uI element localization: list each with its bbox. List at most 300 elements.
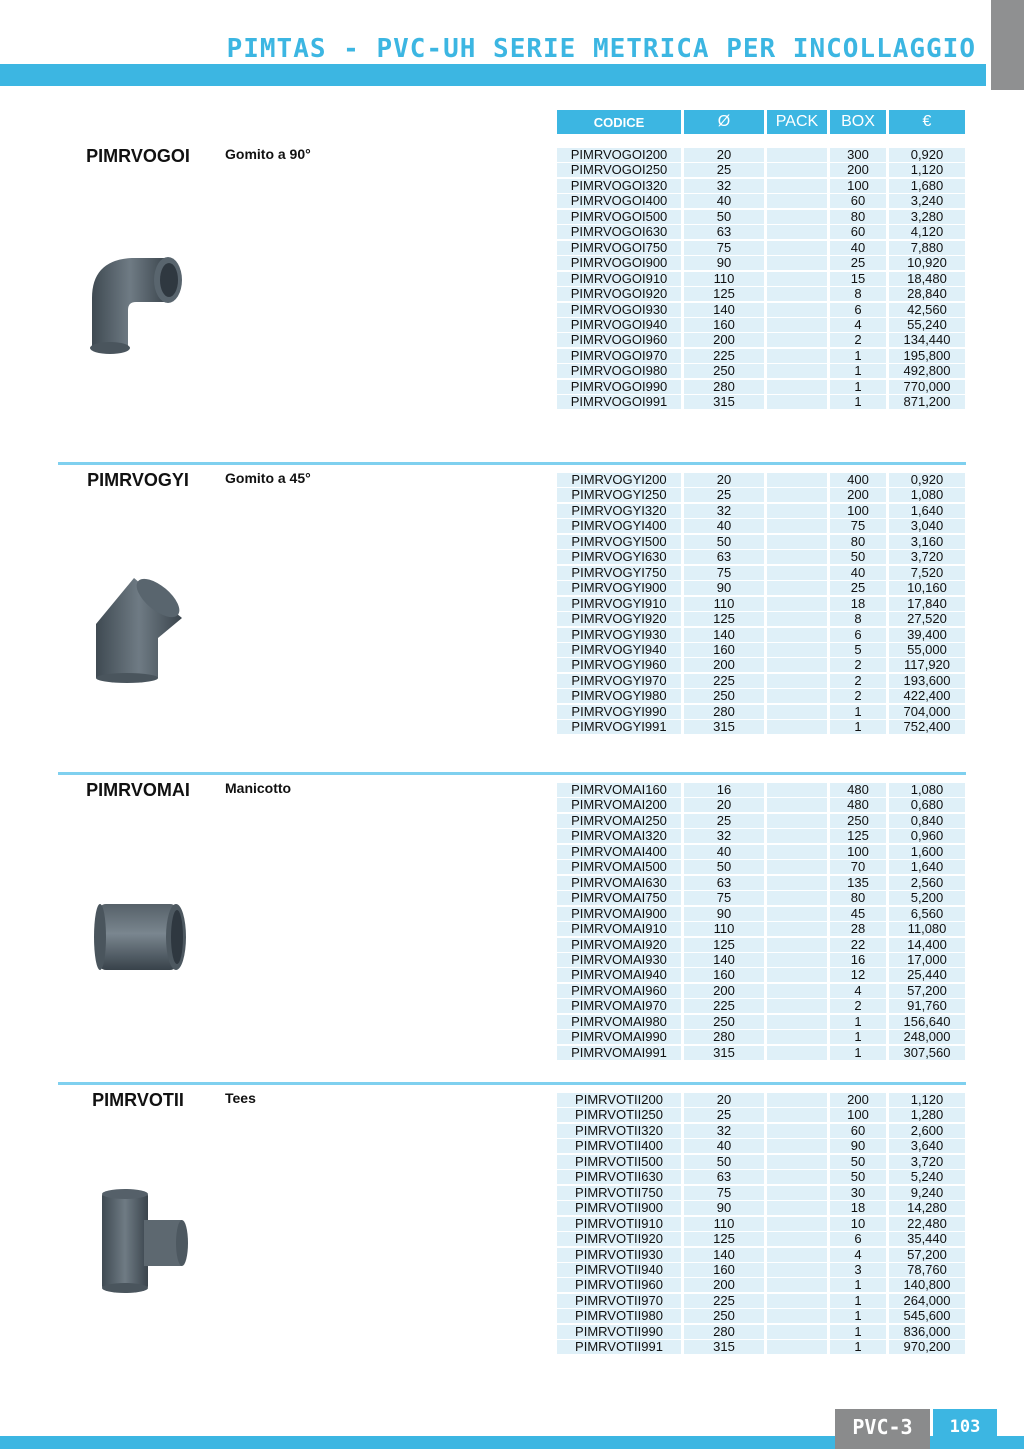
- code-cell: PIMRVOGYI920: [557, 612, 681, 626]
- code-cell: PIMRVOGYI970: [557, 674, 681, 688]
- code-cell: PIMRVOTII991: [557, 1340, 681, 1354]
- diameter-cell: 25: [684, 488, 764, 502]
- pack-cell: [767, 628, 827, 642]
- box-cell: 40: [830, 241, 886, 255]
- diameter-cell: 125: [684, 287, 764, 301]
- box-cell: 60: [830, 1124, 886, 1138]
- diameter-cell: 200: [684, 984, 764, 998]
- price-cell: 3,640: [889, 1139, 965, 1153]
- pack-cell: [767, 597, 827, 611]
- diameter-cell: 125: [684, 612, 764, 626]
- box-cell: 80: [830, 535, 886, 549]
- code-cell: PIMRVOGOI920: [557, 287, 681, 301]
- price-cell: 1,080: [889, 488, 965, 502]
- box-cell: 100: [830, 1108, 886, 1122]
- box-cell: 480: [830, 798, 886, 812]
- price-cell: 91,760: [889, 999, 965, 1013]
- diameter-cell: 250: [684, 689, 764, 703]
- code-cell: PIMRVOTII320: [557, 1124, 681, 1138]
- diameter-cell: 32: [684, 829, 764, 843]
- code-cell: PIMRVOGOI991: [557, 395, 681, 409]
- price-cell: 2,560: [889, 876, 965, 890]
- code-cell: PIMRVOTII910: [557, 1217, 681, 1231]
- diameter-cell: 63: [684, 876, 764, 890]
- code-cell: PIMRVOMAI750: [557, 891, 681, 905]
- section-divider: [58, 462, 966, 465]
- code-cell: PIMRVOMAI400: [557, 845, 681, 859]
- code-cell: PIMRVOGOI750: [557, 241, 681, 255]
- price-cell: 9,240: [889, 1186, 965, 1200]
- section-divider: [58, 1082, 966, 1085]
- code-cell: PIMRVOGOI970: [557, 349, 681, 363]
- box-cell: 1: [830, 380, 886, 394]
- code-cell: PIMRVOTII500: [557, 1155, 681, 1169]
- pack-cell: [767, 333, 827, 347]
- diameter-cell: 200: [684, 333, 764, 347]
- code-cell: PIMRVOTII750: [557, 1186, 681, 1200]
- diameter-cell: 40: [684, 519, 764, 533]
- pack-cell: [767, 1263, 827, 1277]
- price-cell: 3,160: [889, 535, 965, 549]
- box-cell: 18: [830, 597, 886, 611]
- price-cell: 2,600: [889, 1124, 965, 1138]
- price-cell: 3,240: [889, 194, 965, 208]
- price-cell: 1,600: [889, 845, 965, 859]
- diameter-cell: 16: [684, 783, 764, 797]
- diameter-cell: 75: [684, 241, 764, 255]
- box-cell: 8: [830, 287, 886, 301]
- diameter-cell: 40: [684, 845, 764, 859]
- product-description: Gomito a 45°: [225, 470, 311, 486]
- pack-cell: [767, 194, 827, 208]
- price-cell: 1,120: [889, 1093, 965, 1107]
- pack-cell: [767, 1278, 827, 1292]
- diameter-cell: 200: [684, 658, 764, 672]
- product-description: Gomito a 90°: [225, 146, 311, 162]
- price-cell: 0,960: [889, 829, 965, 843]
- corner-tab: [991, 0, 1024, 90]
- box-cell: 75: [830, 519, 886, 533]
- pack-cell: [767, 395, 827, 409]
- diameter-cell: 315: [684, 1046, 764, 1060]
- box-cell: 10: [830, 1217, 886, 1231]
- box-cell: 60: [830, 225, 886, 239]
- price-cell: 836,000: [889, 1325, 965, 1339]
- pack-cell: [767, 1046, 827, 1060]
- diameter-cell: 225: [684, 1294, 764, 1308]
- column-header-box: BOX: [830, 110, 886, 134]
- price-cell: 78,760: [889, 1263, 965, 1277]
- price-cell: 7,880: [889, 241, 965, 255]
- product-code: PIMRVOMAI: [86, 780, 190, 800]
- price-cell: 1,120: [889, 163, 965, 177]
- price-cell: 5,240: [889, 1170, 965, 1184]
- diameter-cell: 20: [684, 1093, 764, 1107]
- code-cell: PIMRVOGOI910: [557, 272, 681, 286]
- pack-cell: [767, 938, 827, 952]
- pack-cell: [767, 907, 827, 921]
- box-cell: 25: [830, 256, 886, 270]
- price-cell: 248,000: [889, 1030, 965, 1044]
- diameter-cell: 90: [684, 1201, 764, 1215]
- column-header-diameter: Ø: [684, 110, 764, 134]
- pack-cell: [767, 1093, 827, 1107]
- diameter-cell: 75: [684, 1186, 764, 1200]
- code-cell: PIMRVOGYI500: [557, 535, 681, 549]
- box-cell: 1: [830, 1294, 886, 1308]
- box-cell: 1: [830, 1030, 886, 1044]
- pack-cell: [767, 1124, 827, 1138]
- code-cell: PIMRVOGYI250: [557, 488, 681, 502]
- pack-cell: [767, 984, 827, 998]
- diameter-cell: 110: [684, 922, 764, 936]
- diameter-cell: 250: [684, 1015, 764, 1029]
- code-cell: PIMRVOMAI320: [557, 829, 681, 843]
- header-bar: [0, 64, 986, 86]
- price-cell: 1,280: [889, 1108, 965, 1122]
- pack-cell: [767, 1030, 827, 1044]
- pack-cell: [767, 1248, 827, 1262]
- diameter-cell: 280: [684, 1030, 764, 1044]
- box-cell: 6: [830, 1232, 886, 1246]
- code-cell: PIMRVOMAI991: [557, 1046, 681, 1060]
- code-cell: PIMRVOTII930: [557, 1248, 681, 1262]
- diameter-cell: 32: [684, 1124, 764, 1138]
- pack-cell: [767, 1294, 827, 1308]
- box-cell: 1: [830, 1309, 886, 1323]
- price-cell: 25,440: [889, 968, 965, 982]
- price-cell: 3,720: [889, 1155, 965, 1169]
- price-cell: 545,600: [889, 1309, 965, 1323]
- code-cell: PIMRVOGOI990: [557, 380, 681, 394]
- code-cell: PIMRVOGOI980: [557, 364, 681, 378]
- diameter-cell: 110: [684, 1217, 764, 1231]
- pack-cell: [767, 876, 827, 890]
- code-cell: PIMRVOTII900: [557, 1201, 681, 1215]
- column-header-code: CODICE: [557, 110, 681, 134]
- pack-cell: [767, 566, 827, 580]
- pack-cell: [767, 968, 827, 982]
- pack-cell: [767, 891, 827, 905]
- box-cell: 2: [830, 689, 886, 703]
- price-cell: 1,080: [889, 783, 965, 797]
- diameter-cell: 140: [684, 628, 764, 642]
- code-cell: PIMRVOGYI200: [557, 473, 681, 487]
- box-cell: 50: [830, 1170, 886, 1184]
- price-cell: 3,280: [889, 210, 965, 224]
- box-cell: 1: [830, 1325, 886, 1339]
- pack-cell: [767, 705, 827, 719]
- coupling-icon: [92, 900, 188, 974]
- box-cell: 1: [830, 1340, 886, 1354]
- pack-cell: [767, 953, 827, 967]
- price-cell: 7,520: [889, 566, 965, 580]
- code-cell: PIMRVOMAI990: [557, 1030, 681, 1044]
- code-cell: PIMRVOGOI630: [557, 225, 681, 239]
- diameter-cell: 250: [684, 364, 764, 378]
- diameter-cell: 40: [684, 194, 764, 208]
- diameter-cell: 160: [684, 1263, 764, 1277]
- box-cell: 50: [830, 1155, 886, 1169]
- diameter-cell: 75: [684, 891, 764, 905]
- column-header-price: €: [889, 110, 965, 134]
- price-cell: 5,200: [889, 891, 965, 905]
- code-cell: PIMRVOMAI250: [557, 814, 681, 828]
- box-cell: 100: [830, 845, 886, 859]
- box-cell: 6: [830, 628, 886, 642]
- price-cell: 264,000: [889, 1294, 965, 1308]
- pack-cell: [767, 783, 827, 797]
- box-cell: 1: [830, 364, 886, 378]
- box-cell: 200: [830, 488, 886, 502]
- code-cell: PIMRVOGYI990: [557, 705, 681, 719]
- diameter-cell: 315: [684, 1340, 764, 1354]
- code-cell: PIMRVOGOI250: [557, 163, 681, 177]
- price-cell: 770,000: [889, 380, 965, 394]
- price-cell: 0,920: [889, 473, 965, 487]
- code-cell: PIMRVOMAI630: [557, 876, 681, 890]
- code-cell: PIMRVOTII940: [557, 1263, 681, 1277]
- pack-cell: [767, 364, 827, 378]
- code-cell: PIMRVOGYI991: [557, 720, 681, 734]
- box-cell: 4: [830, 318, 886, 332]
- pack-cell: [767, 241, 827, 255]
- pack-cell: [767, 1170, 827, 1184]
- box-cell: 25: [830, 581, 886, 595]
- diameter-cell: 280: [684, 380, 764, 394]
- pack-cell: [767, 1325, 827, 1339]
- box-cell: 50: [830, 550, 886, 564]
- pack-cell: [767, 380, 827, 394]
- price-cell: 752,400: [889, 720, 965, 734]
- price-cell: 28,840: [889, 287, 965, 301]
- elbow-90-icon: [84, 250, 194, 354]
- code-cell: PIMRVOTII990: [557, 1325, 681, 1339]
- code-cell: PIMRVOMAI500: [557, 860, 681, 874]
- pack-cell: [767, 1217, 827, 1231]
- pack-cell: [767, 1232, 827, 1246]
- price-cell: 10,920: [889, 256, 965, 270]
- pack-cell: [767, 148, 827, 162]
- price-cell: 195,800: [889, 349, 965, 363]
- diameter-cell: 225: [684, 674, 764, 688]
- code-cell: PIMRVOMAI160: [557, 783, 681, 797]
- pack-cell: [767, 256, 827, 270]
- pack-cell: [767, 798, 827, 812]
- diameter-cell: 160: [684, 643, 764, 657]
- price-cell: 18,480: [889, 272, 965, 286]
- box-cell: 70: [830, 860, 886, 874]
- price-cell: 422,400: [889, 689, 965, 703]
- price-cell: 117,920: [889, 658, 965, 672]
- pack-cell: [767, 225, 827, 239]
- pack-cell: [767, 1139, 827, 1153]
- diameter-cell: 75: [684, 566, 764, 580]
- diameter-cell: 63: [684, 550, 764, 564]
- pack-cell: [767, 845, 827, 859]
- code-cell: PIMRVOMAI200: [557, 798, 681, 812]
- box-cell: 6: [830, 303, 886, 317]
- diameter-cell: 125: [684, 1232, 764, 1246]
- code-cell: PIMRVOTII970: [557, 1294, 681, 1308]
- box-cell: 100: [830, 504, 886, 518]
- pack-cell: [767, 318, 827, 332]
- code-cell: PIMRVOMAI970: [557, 999, 681, 1013]
- diameter-cell: 280: [684, 1325, 764, 1339]
- box-cell: 18: [830, 1201, 886, 1215]
- pack-cell: [767, 1155, 827, 1169]
- pack-cell: [767, 504, 827, 518]
- diameter-cell: 250: [684, 1309, 764, 1323]
- code-cell: PIMRVOMAI910: [557, 922, 681, 936]
- diameter-cell: 63: [684, 225, 764, 239]
- price-cell: 140,800: [889, 1278, 965, 1292]
- code-cell: PIMRVOMAI930: [557, 953, 681, 967]
- pack-cell: [767, 473, 827, 487]
- pack-cell: [767, 922, 827, 936]
- price-cell: 1,640: [889, 860, 965, 874]
- diameter-cell: 140: [684, 1248, 764, 1262]
- code-cell: PIMRVOTII980: [557, 1309, 681, 1323]
- page-title: PIMTAS - PVC-UH SERIE METRICA PER INCOLLAGGIO: [226, 34, 976, 64]
- code-cell: PIMRVOGYI940: [557, 643, 681, 657]
- price-cell: 193,600: [889, 674, 965, 688]
- box-cell: 4: [830, 984, 886, 998]
- code-cell: PIMRVOGOI500: [557, 210, 681, 224]
- price-cell: 17,000: [889, 953, 965, 967]
- diameter-cell: 200: [684, 1278, 764, 1292]
- pack-cell: [767, 550, 827, 564]
- code-cell: PIMRVOTII400: [557, 1139, 681, 1153]
- page-number: 103: [933, 1409, 997, 1449]
- price-cell: 156,640: [889, 1015, 965, 1029]
- diameter-cell: 90: [684, 907, 764, 921]
- diameter-cell: 140: [684, 303, 764, 317]
- column-header-pack: PACK: [767, 110, 827, 134]
- code-cell: PIMRVOGOI960: [557, 333, 681, 347]
- product-description: Tees: [225, 1090, 256, 1106]
- diameter-cell: 40: [684, 1139, 764, 1153]
- diameter-cell: 50: [684, 1155, 764, 1169]
- box-cell: 16: [830, 953, 886, 967]
- diameter-cell: 20: [684, 473, 764, 487]
- price-cell: 35,440: [889, 1232, 965, 1246]
- price-cell: 11,080: [889, 922, 965, 936]
- diameter-cell: 20: [684, 798, 764, 812]
- code-cell: PIMRVOTII960: [557, 1278, 681, 1292]
- pack-cell: [767, 829, 827, 843]
- price-cell: 17,840: [889, 597, 965, 611]
- diameter-cell: 110: [684, 597, 764, 611]
- pack-cell: [767, 179, 827, 193]
- diameter-cell: 280: [684, 705, 764, 719]
- code-cell: PIMRVOGYI980: [557, 689, 681, 703]
- box-cell: 8: [830, 612, 886, 626]
- diameter-cell: 20: [684, 148, 764, 162]
- pack-cell: [767, 488, 827, 502]
- box-cell: 45: [830, 907, 886, 921]
- pack-cell: [767, 1201, 827, 1215]
- pack-cell: [767, 581, 827, 595]
- code-cell: PIMRVOGYI910: [557, 597, 681, 611]
- price-cell: 22,480: [889, 1217, 965, 1231]
- pack-cell: [767, 658, 827, 672]
- box-cell: 2: [830, 333, 886, 347]
- code-cell: PIMRVOGOI200: [557, 148, 681, 162]
- box-cell: 2: [830, 999, 886, 1013]
- box-cell: 1: [830, 1278, 886, 1292]
- price-cell: 0,920: [889, 148, 965, 162]
- price-cell: 1,680: [889, 179, 965, 193]
- pack-cell: [767, 303, 827, 317]
- code-cell: PIMRVOGYI930: [557, 628, 681, 642]
- diameter-cell: 50: [684, 210, 764, 224]
- diameter-cell: 160: [684, 318, 764, 332]
- price-cell: 27,520: [889, 612, 965, 626]
- pack-cell: [767, 1015, 827, 1029]
- code-cell: PIMRVOGOI400: [557, 194, 681, 208]
- pack-cell: [767, 1186, 827, 1200]
- diameter-cell: 25: [684, 1108, 764, 1122]
- price-cell: 3,040: [889, 519, 965, 533]
- price-cell: 14,280: [889, 1201, 965, 1215]
- box-cell: 2: [830, 658, 886, 672]
- elbow-45-icon: [90, 574, 190, 684]
- box-cell: 80: [830, 210, 886, 224]
- tee-icon: [98, 1186, 190, 1294]
- pack-cell: [767, 720, 827, 734]
- pack-cell: [767, 535, 827, 549]
- box-cell: 200: [830, 1093, 886, 1107]
- diameter-cell: 315: [684, 395, 764, 409]
- box-cell: 300: [830, 148, 886, 162]
- price-cell: 1,640: [889, 504, 965, 518]
- price-cell: 0,680: [889, 798, 965, 812]
- pack-cell: [767, 163, 827, 177]
- pack-cell: [767, 674, 827, 688]
- code-cell: PIMRVOGYI400: [557, 519, 681, 533]
- code-cell: PIMRVOGOI940: [557, 318, 681, 332]
- box-cell: 15: [830, 272, 886, 286]
- pack-cell: [767, 272, 827, 286]
- box-cell: 1: [830, 395, 886, 409]
- pack-cell: [767, 814, 827, 828]
- diameter-cell: 90: [684, 581, 764, 595]
- diameter-cell: 32: [684, 179, 764, 193]
- box-cell: 5: [830, 643, 886, 657]
- code-cell: PIMRVOGOI320: [557, 179, 681, 193]
- product-code: PIMRVOTII: [92, 1090, 184, 1110]
- diameter-cell: 50: [684, 535, 764, 549]
- price-cell: 0,840: [889, 814, 965, 828]
- price-cell: 970,200: [889, 1340, 965, 1354]
- box-cell: 40: [830, 566, 886, 580]
- box-cell: 100: [830, 179, 886, 193]
- pack-cell: [767, 860, 827, 874]
- pack-cell: [767, 287, 827, 301]
- box-cell: 28: [830, 922, 886, 936]
- diameter-cell: 125: [684, 938, 764, 952]
- section-tag: PVC-3: [835, 1409, 930, 1449]
- diameter-cell: 315: [684, 720, 764, 734]
- pack-cell: [767, 1108, 827, 1122]
- box-cell: 1: [830, 1046, 886, 1060]
- price-cell: 57,200: [889, 1248, 965, 1262]
- price-cell: 14,400: [889, 938, 965, 952]
- box-cell: 480: [830, 783, 886, 797]
- diameter-cell: 32: [684, 504, 764, 518]
- code-cell: PIMRVOGOI930: [557, 303, 681, 317]
